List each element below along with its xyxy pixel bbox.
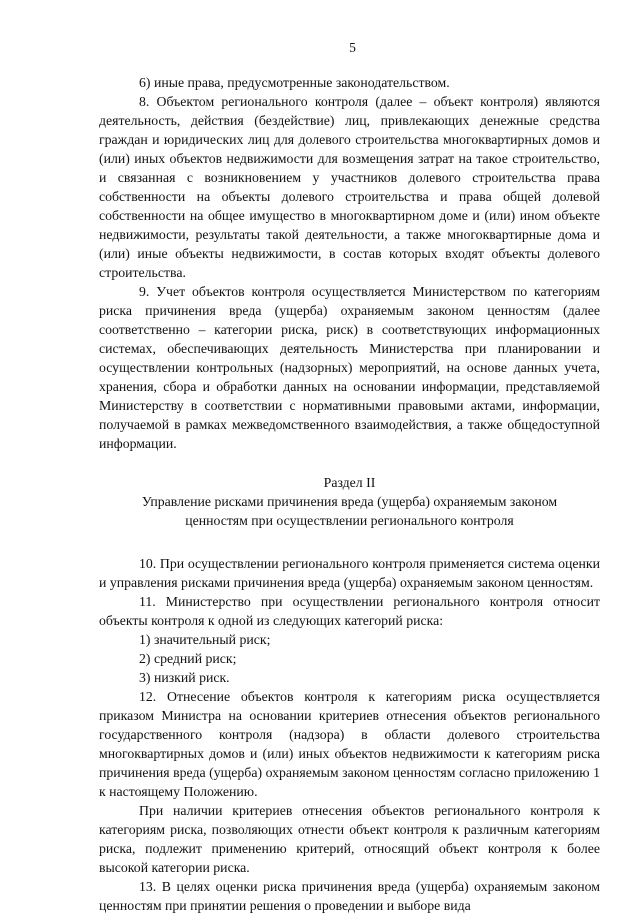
paragraph-10-risk-system: 10. При осуществлении регионального контроля применяется система оценки и управления рисками причинения вреда (ущерба) охраняемым законом ценностям.	[99, 556, 600, 590]
list-item: 2) средний риск;	[139, 651, 237, 666]
section-label: Раздел II	[323, 475, 376, 490]
paragraph-criteria-conflict: При наличии критериев отнесения объектов регионального контроля к категориям риска, позволяющих отнести объект контроля к различным категориям риска, подлежит применению критерий, относящий объект контроля к более высокой категории риска.	[99, 803, 600, 875]
section-title-line-1: Управление рисками причинения вреда (ущерба) охраняемым законом	[141, 494, 558, 509]
list-item: 1) значительный риск;	[139, 632, 271, 647]
page-number: 5	[349, 40, 356, 55]
section-heading	[99, 473, 600, 530]
section-title-line-2: ценностям при осуществлении регионального контроля	[185, 513, 514, 528]
paragraph-item-6: 6) иные права, предусмотренные законодательством.	[139, 75, 450, 90]
paragraph-9-accounting: 9. Учет объектов контроля осуществляется Министерством по категориям риска причинения вреда (ущерба) охраняемым законом ценностям (далее соответственно – категории риска, риск) в соответствующих информационных системах, обеспечивающих деятельность Министерства при планировании и осуществлении контрольных (надзорных) мероприятий, на основе данных учета, хранения, сбора и обработки данных на основании информации, представляемой Министерству в соответствии с нормативными правовыми актами, информации, получаемой в рамках межведомственного взаимодействия, а также общедоступной информации.	[99, 284, 600, 451]
paragraph-12-assignment: 12. Отнесение объектов контроля к категориям риска осуществляется приказом Министра на основании критериев отнесения объектов регионального государственного контроля (надзора) в области долевого строительства многоквартирных домов и (или) иных объектов недвижимости к категориям риска причинения вреда (ущерба) охраняемым законом ценностям согласно приложению 1 к настоящему Положению.	[99, 689, 600, 799]
paragraph-8-control-object: 8. Объектом регионального контроля (далее – объект контроля) являются деятельность, действия (бездействие) лиц, привлекающих денежные средства граждан и юридических лиц для долевого строительства многоквартирных домов и (или) иных объектов недвижимости для возмещения затрат на такое строительство, и связанная с возникновением у участников долевого строительства права собственности на объекты долевого строительства и права общей долевой собственности на общее имущество в многоквартирном доме и (или) ином объекте недвижимости, результаты такой деятельности, а также многоквартирные дома и (или) иные объекты недвижимости, в состав которых входят объекты долевого строительства.	[99, 94, 600, 280]
paragraph-13-risk-assessment: 13. В целях оценки риска причинения вреда (ущерба) охраняемым законом ценностям при принятии решения о проведении и выборе вида	[99, 879, 600, 913]
paragraph-11-risk-categories: 11. Министерство при осуществлении регионального контроля относит объекты контроля к одной из следующих категорий риска:	[99, 594, 600, 628]
list-item: 3) низкий риск.	[139, 670, 230, 685]
